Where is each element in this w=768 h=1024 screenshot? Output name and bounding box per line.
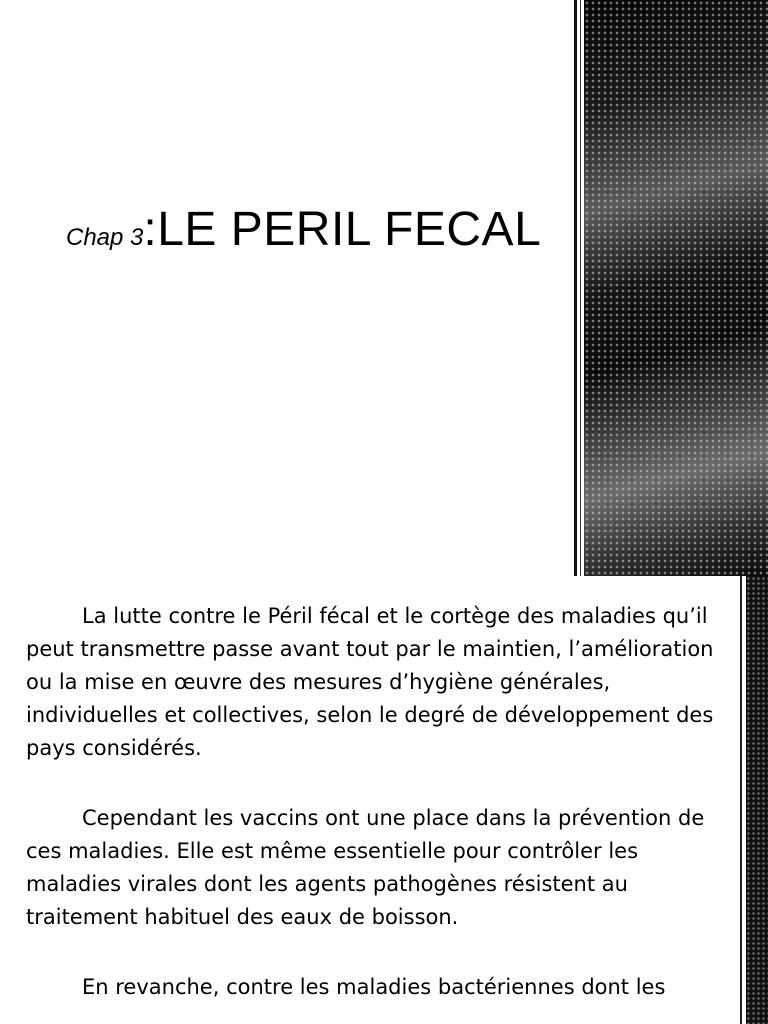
- divider-line: [580, 0, 581, 576]
- paragraph: Cependant les vaccins ont une place dans la prévention de ces maladies. Elle est même essentielle pour contrôler les maladies virales dont les agents pathogènes résistent au traitement habituel des eaux de boisson.: [26, 806, 705, 929]
- slide-title: [66, 202, 541, 257]
- decorative-side-panel: [574, 0, 768, 576]
- metal-mesh-graphic: [584, 0, 768, 576]
- title-prefix: Chap 3: [66, 224, 144, 251]
- text-slide: [0, 576, 768, 1024]
- title-main: :LE PERIL FECAL: [143, 203, 542, 256]
- paragraph: La lutte contre le Péril fécal et le cortège des maladies qu’il peut transmettre passe avant tout par le maintien, l’amélioration ou la mise en œuvre des mesures d’hygiène générales, individuelles et collectives, selon le degré de développement des pays considérés.: [26, 604, 714, 760]
- paragraph: En revanche, contre les maladies bactériennes dont les: [82, 975, 666, 999]
- divider-line: [574, 0, 577, 576]
- body-text: [26, 600, 738, 1024]
- divider-line: [740, 576, 742, 1024]
- metal-mesh-graphic: [746, 576, 768, 1024]
